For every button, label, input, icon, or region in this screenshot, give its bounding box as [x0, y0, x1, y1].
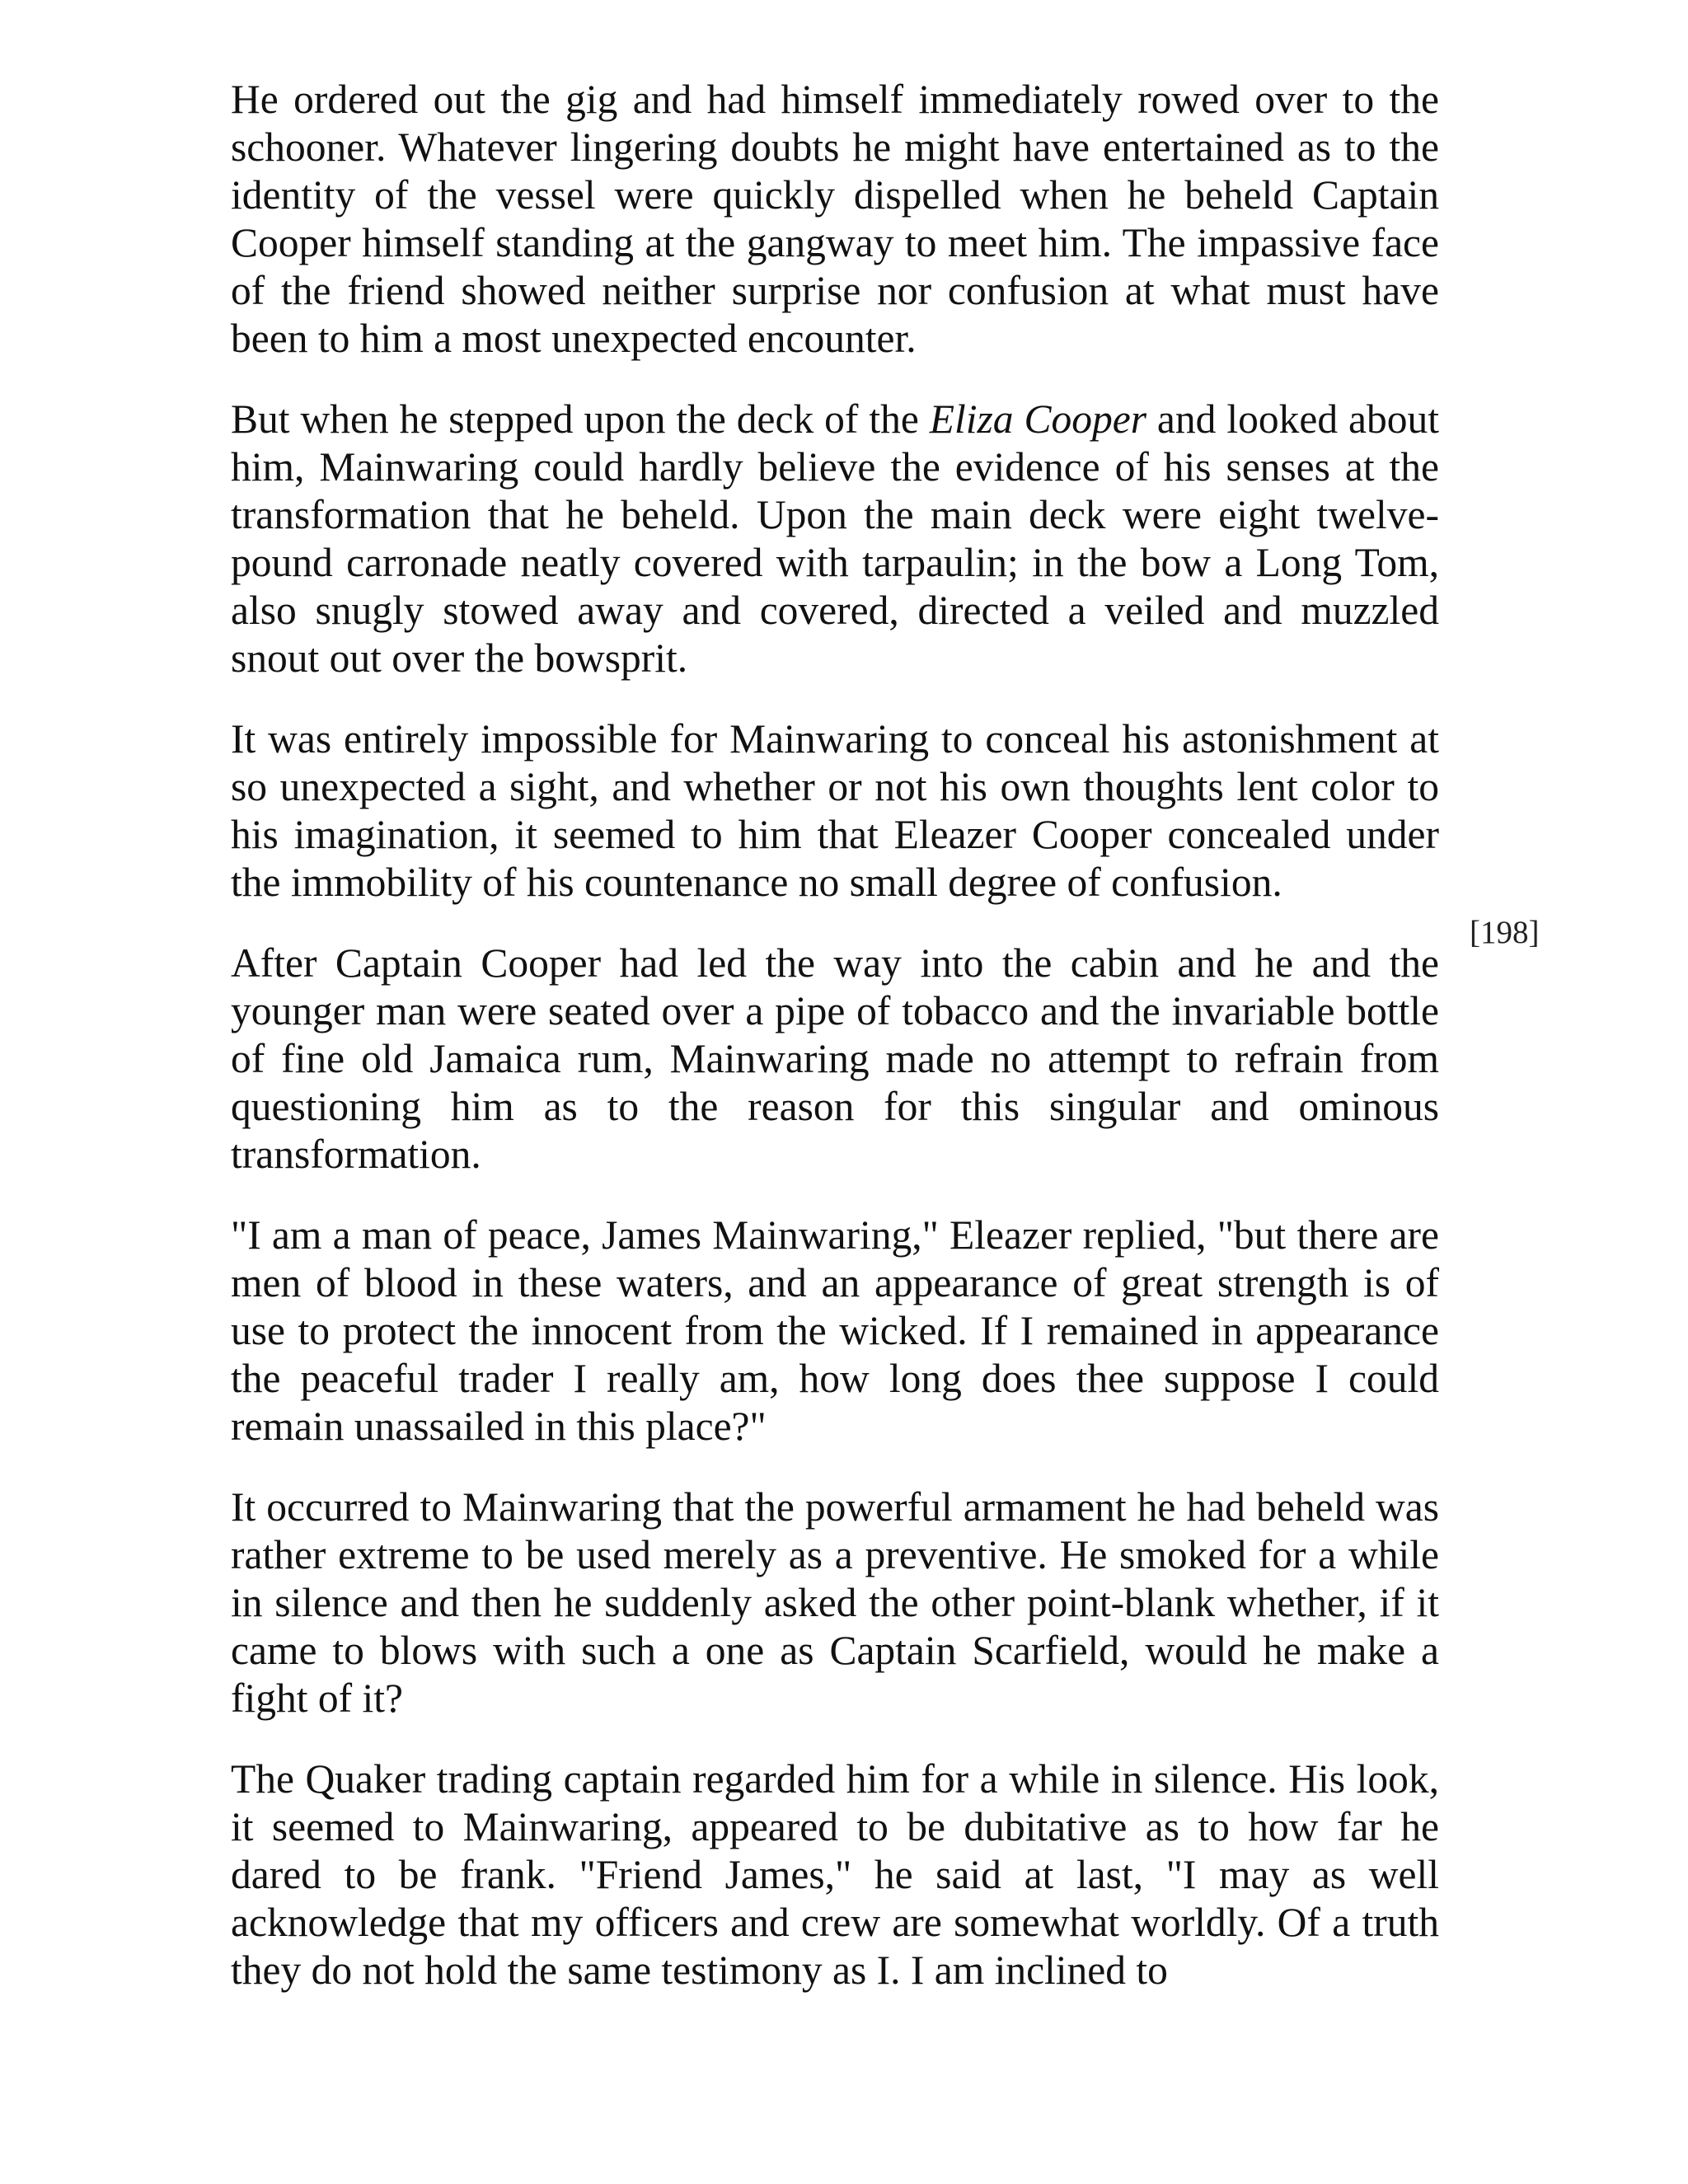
paragraph-4: After Captain Cooper had led the way into the cabin and he and the younger man were seated over a pipe of tobacco and the invariable bottle of fine old Jamaica rum, Mainwaring made no attempt to refrain from questioning him as to the reason for this singular and ominous transformation. [231, 940, 1439, 1177]
body-text [231, 76, 1439, 1994]
paragraph-2 [231, 396, 1439, 682]
ship-name: Eliza Cooper [929, 396, 1146, 442]
paragraph-3: It was entirely impossible for Mainwaring to conceal his astonishment at so unexpected a sight, and whether or not his own thoughts lent color to his imagination, it seemed to him that Eleazer Cooper concealed under the immobility of his countenance no small degree of confusion. [231, 716, 1439, 905]
paragraph-5: "I am a man of peace, James Mainwaring," Eleazer replied, "but there are men of blood in these waters, and an appearance of great strength is of use to protect the innocent from the wicked. If I remained in appearance the peaceful trader I really am, how long does thee suppose I could remain unassailed in this place?" [231, 1212, 1439, 1449]
paragraph-1: He ordered out the gig and had himself immediately rowed over to the schooner. Whatever lingering doubts he might have entertained as to the identity of the vessel were quickly dispelled when he beheld Captain Cooper himself standing at the gangway to meet him. The impassive face of the friend showed neither surprise nor confusion at what must have been to him a most unexpected encounter. [231, 77, 1439, 361]
paragraph-7: The Quaker trading captain regarded him for a while in silence. His look, it seemed to Mainwaring, appeared to be dubitative as to how far he dared to be frank. "Friend James," he said at last, "I may as well acknowledge that my officers and crew are somewhat worldly. Of a truth they do not hold the same testimony as I. I am inclined to [231, 1756, 1439, 1993]
page-number: [198] [1470, 915, 1540, 950]
paragraph-2-text-before: But when he stepped upon the deck of the [231, 396, 930, 442]
paragraph-6: It occurred to Mainwaring that the powerful armament he had beheld was rather extreme to be used merely as a preventive. He smoked for a while in silence and then he suddenly asked the other point-blank whether, if it came to blows with such a one as Captain Scarfield, would he make a fight of it? [231, 1484, 1439, 1721]
paragraph-2-text-after: and looked about him, Mainwaring could hardly believe the evidence of his senses at the transformation that he beheld. Upon the main deck were eight twelve-pound carronade neatly covered with tarpaulin; in the bow a Long Tom, also snugly stowed away and covered, directed a veiled and muzzled snout out over the bowsprit. [231, 396, 1439, 681]
